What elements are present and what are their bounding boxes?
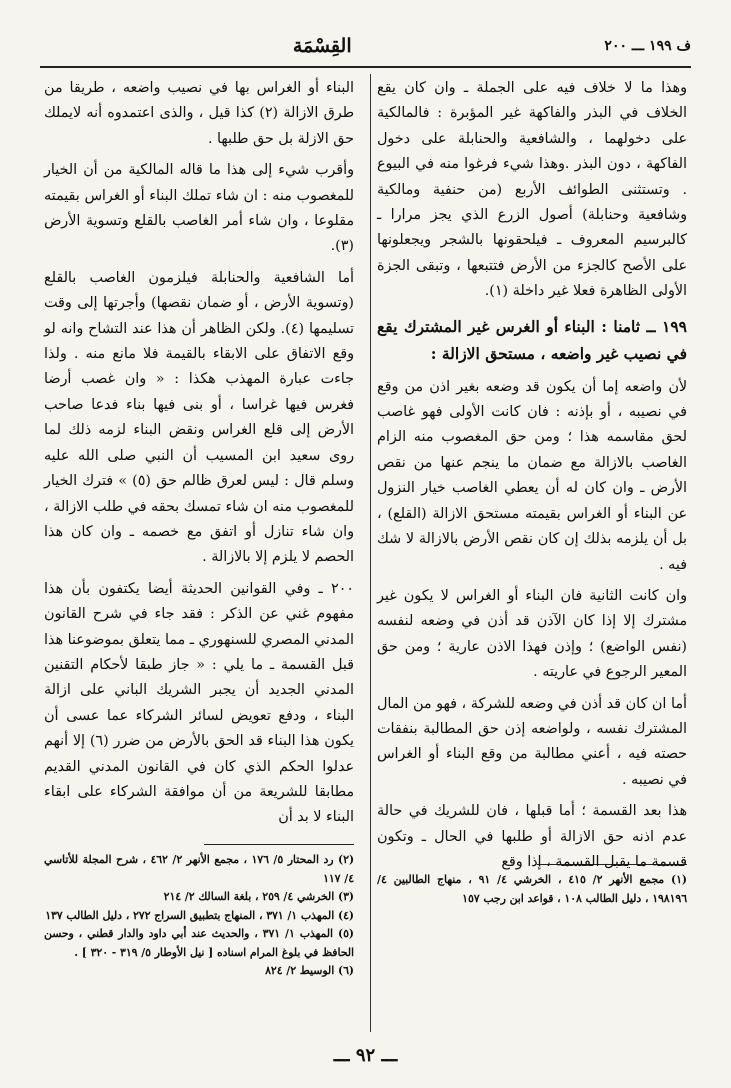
paragraph: ٢٠٠ ـ وفي القوانين الحديثة أيضا يكتفون بأن هذا مفهوم غني عن الذكر : فقد جاء في شرح القانون المدني المصري للسنهوري ـ مما يتعلق بموضوعنا هذا قبل القسمة ـ ما يلي : « جاز طبقا لأحكام التقنين المدني الجديد أن يجبر الشريك الباني على ازالة البناء ، ودفع تعويض لسائر الشركاء عما عسى أن يكون هذا البناء قد الحق بالأرض من ضرر (٦) إلا أنهم عدلوا الحكم الذي كان في القانون المدني القديم مطابقا للشريعة من أن موافقة الشركاء على ابقاء البناء لا بد أن [44,580,354,826]
footnote: (٤) المهذب ١/ ٣٧١ ، المنهاج بتطبيق السراج ٢٧٢ ، دليل الطالب ١٣٧ [45,908,354,922]
header-rule [40,66,691,68]
footnotes [377,871,687,908]
paragraph: أما الشافعية والحنابلة فيلزمون الغاصب بالقلع (وتسوية الأرض ، أو ضمان نقصها) وأجرتها إلى وقت تسليمها (٤). ولكن الظاهر أن هذا عند التشاح وانه لو وقع الاتفاق على الابقاء بالقيمة فلا مانع منه . ولذا جاءت عبارة المهذب هكذا : « وان غصب أرضا فغرس فيها غراسا ، أو بنى فيها بناء فدعا صاحب الأرض إلى قلع الغراس ونقض البناء لزمه ذلك لما روى سعيد ابن المسيب أن النبي صلى الله عليه وسلم قال : ليس لعرق ظالم حق (٥) » فترك الخيار للمغصوب منه ان شاء تمسك بحقه في طلب الازالة ، وان شاء تنازل أو اتفق مع خصمه ـ وان كان هذا الحصم لا يلزم إلا بالازالة . [44,269,354,566]
paragraph: لأن واضعه إما أن يكون قد وضعه بغير اذن من وقع في نصيبه ، أو بإذنه : فان كانت الأولى فهو غاصب لحق مقاسمه هذا ؛ ومن حق المغصوب منه الزام الغاصب بالازالة مع ضمان ما ينجم عنها من نقص الأرض ـ وان كان له أن يعطي الغاصب خيار النزول عن البناء أو الغراس بقيمته مستحق الازالة (القلع) ، بل أن يلزمه بذلك إن كان نقص الأرض بالازالة لا شك فيه . [377,378,687,573]
paragraph: وهذا ما لا خلاف فيه على الجملة ـ وان كان يقع الخلاف في البذر والفاكهة غير المؤبرة : فالمالكية على دخولهما ، والشافعية والحنابلة على دخول الفاكهة ، دون البذر .وهذا شيء فرغوا منه في البيوع . وتستثنى الطوائف الأربع (من حنفية ومالكية وشافعية وحنابلة) أصول الزرع الذي يجز مرارا ـ كالبرسيم المعروف ـ فيلحقونها بالشجر ويجعلونها على الأصح كالجزء من الأرض فتتبعها ، وتبقى الجزة الأولى الظاهرة فعلا غير داخلة (١). [377,80,687,300]
footnote: (٦) الوسيط ٢/ ٨٢٤ [265,964,354,977]
footnote: (٢) رد المحتار ٥/ ١٧٦ ، مجمع الأنهر ٢/ ٤٦٢ ، شرح المجلة للأتاسي ٤/ ١١٧ [44,853,355,885]
footnotes [44,851,354,981]
paragraph: أما ان كان قد أذن في وضعه للشركة ، فهو من المال المشترك نفسه ، ولواضعه إذن حق المطالبة بنفقات حصته فيه ، أعني مطالبة من وقع البناء أو الغراس في نصيبه . [377,695,687,788]
footnote: (٥) المهذب ١/ ٣٧١ ، والحديث عند أبي داود والدار قطني ، وحسن الحافظ في بلوغ المرام اسناده [ نيل الأوطار ٥/ ٣١٩ - ٣٢٠ ] . [44,927,354,959]
page-number: ـــ ٩٢ ـــ [333,1045,398,1066]
footnote: (١) مجمع الأنهر ٢/ ٤١٥ ، الخرشي ٤/ ٩١ ، منهاج الطالبين ٤/ ١٩٨١٩٦ ، دليل الطالب ١٠٨ ، قواعد ابن رجب ١٥٧ [377,873,688,905]
running-title: القِسْمَة [292,35,352,57]
page-header [40,28,691,64]
paragraph: البناء أو الغراس بها في نصيب واضعه ، طريقا من طرق الازالة (٢) كذا قيل ، والذى اعتمدوه أنه لايملك حق الازلة بل حق طلبها . [44,80,354,147]
section-heading: ١٩٩ ــ ثامنا : البناء أو الغرس غير المشترك يقع في نصيب غير واضعه ، مستحق الازالة : [377,316,687,363]
footnote-rule [204,844,354,845]
right-column [377,76,687,908]
left-column-text [44,76,354,836]
paragraph: هذا بعد القسمة ؛ أما قبلها ، فان للشريك في حالة عدم اذنه حق الازالة أو طلبها في الحال ـ وتكون قسمة ما يقبل القسمة ، إذا وقع [377,803,687,870]
left-column [44,76,354,981]
paragraph: وأقرب شيء إلى هذا ما قاله المالكية من أن الخيار للمغصوب منه : ان شاء تملك البناء أو الغراس بقيمته مقلوعا ، وان شاء أمر الغاصب بالقلع وتسوية الأرض (٣). [44,162,354,255]
paragraph: وان كانت الثانية فان البناء أو الغراس لا يكون غير مشترك إلا إذا كان الآذن قد أذن في وضعه لنفسه (نفس الواضع) ؛ وإذن فهذا الاذن عارية ؛ ومن حق المعير الرجوع في عاريته . [377,587,687,681]
section-range: ف ١٩٩ ـــ ٢٠٠ [604,38,691,54]
footnote: (٣) الخرشي ٤/ ٢٥٩ ، بلغة السالك ٢/ ٢١٤ [163,890,354,903]
column-divider [370,74,371,1032]
right-column-text [377,76,687,870]
